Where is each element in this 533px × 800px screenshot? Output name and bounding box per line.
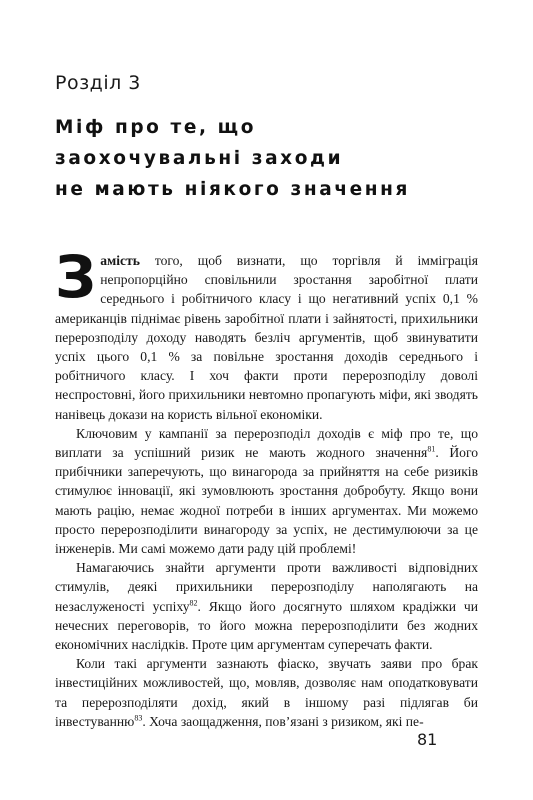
paragraph-text: . Хоча заощадження, пов’язані з ризиком, які пе- bbox=[142, 713, 424, 729]
lead-word: амість bbox=[100, 253, 140, 268]
chapter-title-line: не мають ніякого значення bbox=[55, 179, 411, 200]
paragraph-text: . Його прибічники заперечують, що винагорода за прийняття на себе ризиків стимулює інновації, які зумовлюють зростання добробуту. Якщо вони мають рацію, немає жодної потреби в інших аргументах. Ми можемо просто перерозподілити винагороду за успіх, не дестимулюючи за це інженерів. Ми самі можемо дати раду цій проблемі! bbox=[55, 445, 479, 557]
chapter-label: Розділ 3 bbox=[55, 72, 141, 94]
footnote-ref[interactable]: 83 bbox=[134, 713, 143, 723]
paragraph-text: Коли такі аргументи зазнають фіаско, звучать заяви про брак інвестиційних можливостей, що, мовляв, дозволяє нам оподатковувати та перерозподіляти дохід, який в іншому разі підлягав би інвестуванню bbox=[55, 656, 478, 729]
footnote-ref[interactable]: 81 bbox=[427, 444, 436, 454]
chapter-title bbox=[55, 112, 495, 205]
paragraph-text: . Якщо його досягнуто шляхом крадіжки чи нечесних переговорів, то його можна перерозподілити без жодних економічних наслідків. Проте цим аргументам суперечать факти. bbox=[55, 598, 479, 653]
chapter-title-line: заохочувальні заходи bbox=[55, 148, 344, 169]
page-number: 81 bbox=[417, 730, 438, 749]
paragraph bbox=[55, 243, 478, 424]
body-text bbox=[55, 243, 479, 731]
chapter-title-line: Міф про те, що bbox=[55, 117, 257, 138]
paragraph-text: Ключовим у кампанії за перерозподіл доходів є міф про те, що виплати за успішний ризик не мають жодного значення bbox=[55, 425, 478, 461]
drop-cap: З bbox=[55, 243, 97, 311]
paragraph-text: Намагаючись знайти аргументи проти важливості відповідних стимулів, деякі прихильники перерозподілу наполягають на незаслуженості успіху bbox=[55, 560, 478, 614]
footnote-ref[interactable]: 82 bbox=[189, 598, 198, 608]
paragraph bbox=[55, 654, 478, 731]
paragraph bbox=[55, 424, 478, 558]
paragraph-text: того, щоб визнати, що торгівля й імміграція непропорційно сповільнили зростання заробітної плати середнього і робітничого класу і що негативний успіх 0,1 % американців піднімає рівень заробітної плати і зайнятості, прихильники перерозподілу доходу наводять безліч аргументів, щоб звинуватити успіх цього 0,1 % за повільне зростання доходів середнього і робітничого класу. І хоч факти проти перерозподілу доволі неспростовні, його прихильники невтомно пропагують міфи, які зводять нанівець докази на користь вільної економіки. bbox=[55, 253, 478, 422]
paragraph bbox=[55, 558, 478, 654]
